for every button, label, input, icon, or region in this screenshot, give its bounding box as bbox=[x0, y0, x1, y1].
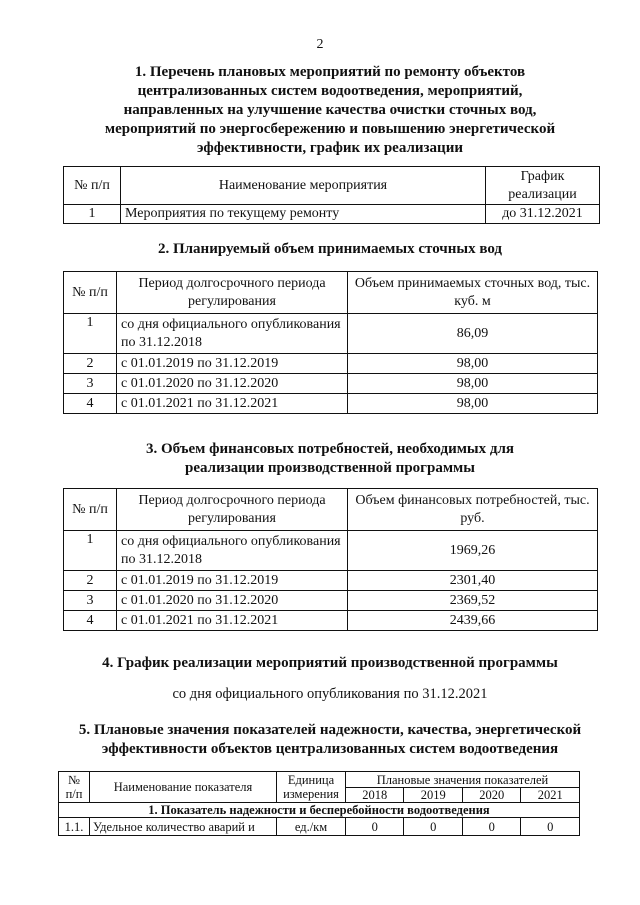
table-header-row: № п/п Период долгосрочного периода регулирования Объем принимаемых сточных вод, тыс. куб. м bbox=[64, 272, 598, 314]
section4-text: со дня официального опубликования по 31.12.2021 bbox=[172, 686, 488, 702]
table-row: 4 с 01.01.2021 по 31.12.2021 98,00 bbox=[64, 394, 598, 414]
table-header-row bbox=[64, 167, 600, 205]
section3-title: 3. Объем финансовых потребностей, необходимых для реализации производственной программы bbox=[145, 441, 515, 476]
section2-title: 2. Планируемый объем принимаемых сточных вод bbox=[157, 241, 503, 257]
table-row: 3 с 01.01.2020 по 31.12.2020 2369,52 bbox=[64, 591, 598, 611]
table-header-row: 2018 2019 2020 2021 bbox=[59, 788, 580, 803]
financial-needs-table bbox=[63, 488, 598, 631]
table-row: 1 со дня официального опубликования по 31.12.2018 86,09 bbox=[64, 314, 598, 354]
header-num: № п/п bbox=[64, 167, 121, 205]
section4-title: 4. График реализации мероприятий производственной программы bbox=[102, 655, 558, 671]
table-row: 1 Мероприятия по текущему ремонту до 31.12.2021 bbox=[64, 205, 600, 224]
header-schedule: График реализации bbox=[486, 167, 600, 205]
table-row: 1 со дня официального опубликования по 31.12.2018 1969,26 bbox=[64, 531, 598, 571]
table-header-row: № п/п Наименование показателя Единица измерения Плановые значения показателей bbox=[59, 772, 580, 788]
table-row: 2 с 01.01.2019 по 31.12.2019 98,00 bbox=[64, 354, 598, 374]
section1-title: 1. Перечень плановых мероприятий по ремонту объектов централизованных систем водоотведения, мероприятий, направленных на улучшение качества очистки сточных вод, мероприятий по энергосбережению и повышению энергетической эффективности, график их реализации bbox=[104, 64, 556, 156]
table-group-row: 1. Показатель надежности и бесперебойности водоотведения bbox=[59, 803, 580, 818]
table-row: 1.1. Удельное количество аварий и ед./км 0 0 0 0 bbox=[59, 818, 580, 836]
page-number: 2 bbox=[316, 37, 324, 52]
indicators-table bbox=[58, 771, 580, 836]
table-header-row: № п/п Период долгосрочного периода регулирования Объем финансовых потребностей, тыс. руб. bbox=[64, 489, 598, 531]
table-row: 2 с 01.01.2019 по 31.12.2019 2301,40 bbox=[64, 571, 598, 591]
table-row: 4 с 01.01.2021 по 31.12.2021 2439,66 bbox=[64, 611, 598, 631]
activities-table bbox=[63, 166, 600, 224]
wastewater-volume-table bbox=[63, 271, 598, 414]
table-row: 3 с 01.01.2020 по 31.12.2020 98,00 bbox=[64, 374, 598, 394]
section5-title: 5. Плановые значения показателей надежности, качества, энергетической эффективности объектов централизованных систем водоотведения bbox=[78, 722, 582, 757]
header-activity-name: Наименование мероприятия bbox=[121, 167, 486, 205]
